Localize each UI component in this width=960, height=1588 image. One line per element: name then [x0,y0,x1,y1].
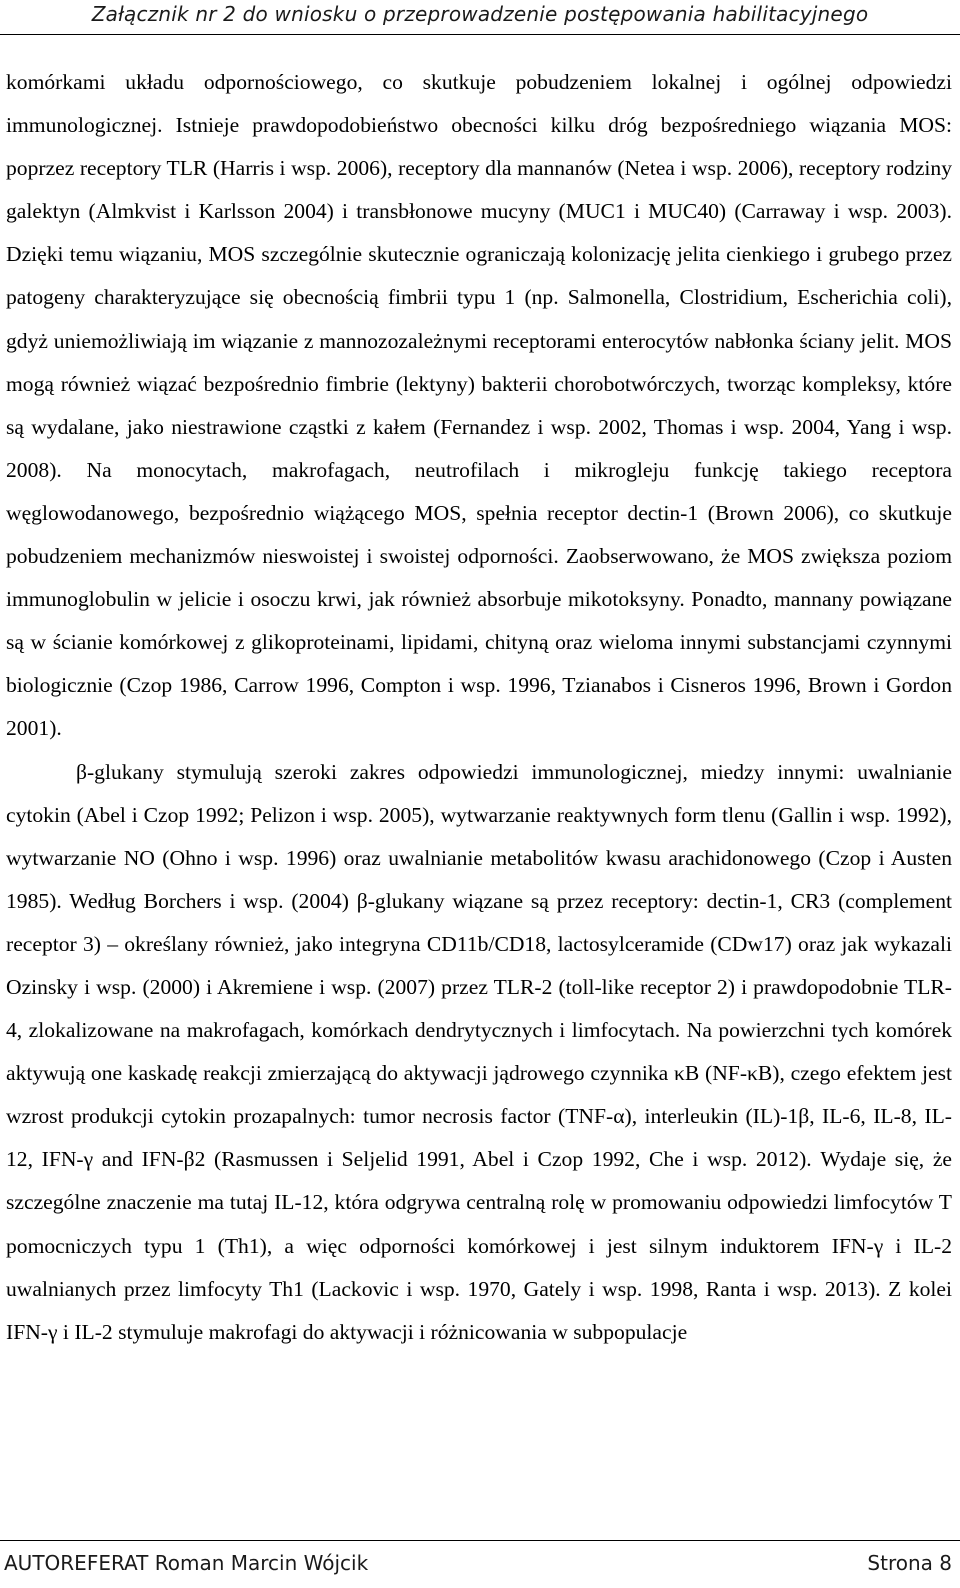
document-body [6,61,952,1354]
paragraph-beta-glucans: β-glukany stymulują szeroki zakres odpowiedzi immunologicznej, miedzy innymi: uwalnianie cytokin (Abel i Czop 1992; Pelizon i wsp. 2005), wytwarzanie reaktywnych form tlenu (Gallin i wsp. 1992), wytwarzanie NO (Ohno i wsp. 1996) oraz uwalnianie metabolitów kwasu arachidonowego (Czop i Austen 1985). Według Borchers i wsp. (2004) β-glukany wiązane są przez receptory: dectin-1, CR3 (complement receptor 3) – określany również, jako integryna CD11b/CD18, lactosylceramide (CDw17) oraz jak wykazali Ozinsky i wsp. (2000) i Akremiene i wsp. (2007) przez TLR-2 (toll-like receptor 2) i prawdopodobnie TLR-4, zlokalizowane na makrofagach, komórkach dendrytycznych i limfocytach. Na powierzchni tych komórek aktywują one kaskadę reakcji zmierzającą do aktywacji jądrowego czynnika κB (NF-κB), czego efektem jest wzrost produkcji cytokin prozapalnych: tumor necrosis factor (TNF-α), interleukin (IL)-1β, IL-6, IL-8, IL-12, IFN-γ and IFN-β2 (Rasmussen i Seljelid 1991, Abel i Czop 1992, Che i wsp. 2012). Wydaje się, że szczególne znaczenie ma tutaj IL-12, która odgrywa centralną rolę w promowaniu odpowiedzi limfocytów T pomocniczych typu 1 (Th1), a więc odporności komórkowej i jest silnym induktorem IFN-γ i IL-2 uwalnianych przez limfocyty Th1 (Lackovic i wsp. 1970, Gately i wsp. 1998, Ranta i wsp. 2013). Z kolei IFN-γ i IL-2 stymuluje makrofagi do aktywacji i różnicowania w subpopulacje [6,759,952,1344]
page-number: Strona 8 [867,1551,952,1575]
page-header: Załącznik nr 2 do wniosku o przeprowadzenie postępowania habilitacyjnego [91,2,869,26]
footer-divider [0,1540,960,1541]
footer-author: AUTOREFERAT Roman Marcin Wójcik [4,1551,369,1575]
header-divider [0,34,960,35]
page-footer [0,1546,960,1582]
paragraph-mos-continuation: komórkami układu odpornościowego, co skutkuje pobudzeniem lokalnej i ogólnej odpowiedzi immunologicznej. Istnieje prawdopodobieństwo obecności kilku dróg bezpośredniego wiązania MOS: poprzez receptory TLR (Harris i wsp. 2006), receptory dla mannanów (Netea i wsp. 2006), receptory rodziny galektyn (Almkvist i Karlsson 2004) i transbłonowe mucyny (MUC1 i MUC40) (Carraway i wsp. 2003). Dzięki temu wiązaniu, MOS szczególnie skutecznie ograniczają kolonizację jelita cienkiego i grubego przez patogeny charakteryzujące się obecnością fimbrii typu 1 (np. Salmonella, Clostridium, Escherichia coli), gdyż uniemożliwiają im wiązanie z mannozozależnymi receptorami enterocytów nabłonka ściany jelit. MOS mogą również wiązać bezpośrednio fimbrie (lektyny) bakterii chorobotwórczych, tworząc kompleksy, które są wydalane, jako niestrawione cząstki z kałem (Fernandez i wsp. 2002, Thomas i wsp. 2004, Yang i wsp. 2008). Na monocytach, makrofagach, neutrofilach i mikrogleju funkcję takiego receptora węglowodanowego, bezpośrednio wiążącego MOS, spełnia receptor dectin-1 (Brown 2006), co skutkuje pobudzeniem mechanizmów nieswoistej i swoistej odporności. Zaobserwowano, że MOS zwiększa poziom immunoglobulin w jelicie i osoczu krwi, jak również absorbuje mikotoksyny. Ponadto, mannany powiązane są w ścianie komórkowej z glikoproteinami, lipidami, chityną oraz wieloma innymi substancjami czynnymi biologicznie (Czop 1986, Carrow 1996, Compton i wsp. 1996, Tzianabos i Cisneros 1996, Brown i Gordon 2001). [6,70,952,741]
